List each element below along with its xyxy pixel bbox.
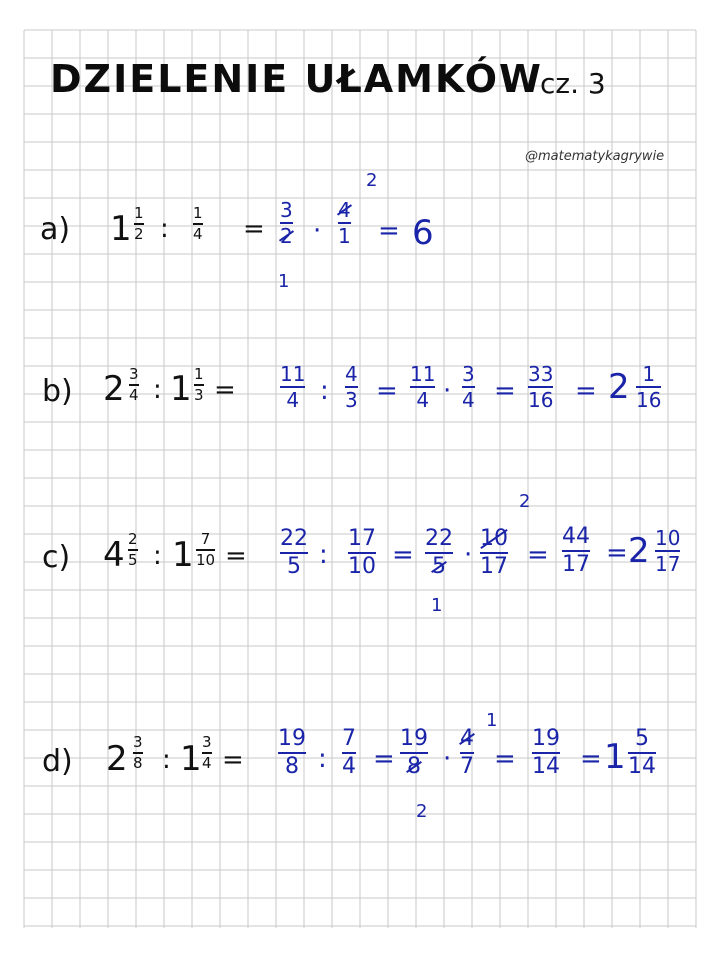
whole-number: 1	[170, 369, 192, 409]
denominator: 8	[285, 754, 299, 779]
denominator: 3	[194, 386, 204, 404]
numerator: 1	[193, 204, 203, 222]
cancel-top: 1	[486, 710, 498, 731]
denominator: 4	[202, 754, 212, 772]
dot-operator: ·	[443, 744, 452, 774]
denominator: 8	[133, 754, 143, 772]
denominator: 10	[348, 554, 376, 579]
equals-sign: =	[373, 744, 395, 774]
denominator: 4	[286, 388, 300, 412]
dot-operator: ·	[464, 540, 473, 570]
denominator: 2	[134, 225, 144, 243]
denominator: 3	[345, 388, 358, 412]
numerator-cancelled: 10	[480, 526, 508, 551]
operator: :	[319, 540, 328, 570]
equals-sign: =	[494, 376, 516, 406]
numerator: 22	[425, 526, 453, 551]
numerator: 11	[410, 362, 436, 386]
numerator-cancelled: 4	[338, 198, 351, 222]
equals-sign: =	[494, 744, 516, 774]
numerator: 1	[642, 362, 656, 386]
fraction	[194, 367, 204, 403]
operator: :	[153, 541, 162, 571]
result-fraction	[655, 528, 680, 574]
fraction	[532, 728, 560, 778]
denominator: 4	[193, 225, 203, 243]
numerator: 5	[635, 726, 649, 751]
fraction	[278, 728, 306, 778]
dot-operator: ·	[443, 376, 452, 406]
fraction	[460, 728, 474, 778]
denominator: 14	[532, 754, 560, 779]
denominator: 4	[416, 388, 430, 412]
whole-number: 1	[110, 209, 132, 249]
fraction	[196, 532, 215, 568]
whole-number: 1	[172, 535, 194, 575]
numerator: 17	[348, 526, 376, 551]
exercise-label: d)	[42, 744, 73, 779]
denominator-cancelled: 8	[407, 754, 421, 779]
whole-number: 2	[106, 739, 128, 779]
equals-sign: =	[527, 540, 549, 570]
denominator: 5	[128, 551, 138, 569]
denominator: 17	[655, 552, 681, 576]
result-fraction	[628, 728, 656, 778]
page-title: DZIELENIE UŁAMKÓW	[50, 57, 543, 101]
equals-sign: =	[378, 216, 400, 246]
equals-sign: =	[575, 376, 597, 406]
denominator: 16	[636, 388, 662, 412]
numerator: 22	[280, 526, 308, 551]
numerator: 1	[134, 204, 144, 222]
exercise-label: c)	[42, 540, 71, 575]
cancel-bottom: 1	[278, 271, 290, 292]
cancel-bottom: 1	[431, 595, 443, 616]
watermark: @matematykagrywie	[525, 149, 665, 164]
cancel-top: 2	[366, 170, 378, 191]
whole-number: 4	[103, 535, 125, 575]
whole-number: 2	[103, 369, 125, 409]
fraction	[129, 367, 139, 403]
numerator-cancelled: 4	[460, 726, 474, 751]
fraction	[338, 200, 351, 246]
fraction	[480, 528, 508, 578]
numerator: 7	[342, 726, 356, 751]
fraction	[134, 206, 144, 242]
denominator: 10	[196, 551, 216, 569]
result-fraction	[636, 364, 661, 410]
operator: :	[153, 375, 162, 405]
numerator: 44	[562, 524, 590, 549]
operator: :	[162, 745, 171, 775]
denominator: 1	[338, 224, 351, 248]
denominator: 16	[528, 388, 554, 412]
numerator: 7	[200, 530, 211, 548]
fraction	[400, 728, 428, 778]
numerator: 3	[202, 733, 212, 751]
denominator-cancelled: 5	[432, 554, 446, 579]
fraction	[128, 532, 138, 568]
fraction	[528, 364, 553, 410]
equals-sign: =	[606, 538, 628, 568]
cancel-top: 2	[519, 491, 531, 512]
fraction	[348, 528, 376, 578]
result-whole: 2	[628, 531, 650, 571]
equals-sign: =	[376, 376, 398, 406]
fraction	[342, 728, 356, 778]
numerator: 11	[280, 362, 306, 386]
result: 6	[412, 213, 434, 253]
denominator: 14	[628, 754, 656, 779]
denominator: 5	[287, 554, 301, 579]
denominator: 4	[129, 386, 139, 404]
result-whole: 2	[608, 367, 630, 407]
equals-sign: =	[222, 745, 244, 775]
numerator: 1	[194, 365, 204, 383]
fraction	[425, 528, 453, 578]
fraction	[462, 364, 475, 410]
result-whole: 1	[604, 737, 626, 777]
fraction	[280, 200, 293, 246]
numerator: 3	[133, 733, 143, 751]
fraction	[280, 528, 308, 578]
equals-sign: =	[392, 540, 414, 570]
fraction	[202, 735, 212, 771]
denominator: 4	[462, 388, 475, 412]
numerator: 10	[655, 526, 681, 550]
numerator: 19	[532, 726, 560, 751]
equals-sign: =	[214, 375, 236, 405]
fraction	[562, 526, 590, 576]
numerator: 3	[462, 362, 475, 386]
denominator: 7	[460, 754, 474, 779]
title-suffix: cz. 3	[540, 67, 606, 100]
operator: :	[320, 376, 329, 406]
numerator: 33	[528, 362, 554, 386]
fraction	[410, 364, 435, 410]
fraction	[345, 364, 358, 410]
dot-operator: ·	[313, 216, 322, 246]
fraction	[280, 364, 305, 410]
fraction	[133, 735, 143, 771]
whole-number: 1	[180, 739, 202, 779]
operator: :	[318, 744, 327, 774]
denominator: 17	[480, 554, 508, 579]
exercise-label: b)	[42, 374, 73, 409]
fraction	[193, 206, 203, 242]
denominator: 17	[562, 552, 590, 577]
equals-sign: =	[225, 541, 247, 571]
cancel-bottom: 2	[416, 801, 428, 822]
denominator-cancelled: 2	[280, 224, 293, 248]
equals-sign: =	[580, 744, 602, 774]
numerator: 2	[128, 530, 138, 548]
operator: :	[160, 214, 169, 244]
numerator: 4	[345, 362, 358, 386]
denominator: 4	[342, 754, 356, 779]
numerator: 3	[129, 365, 139, 383]
numerator: 19	[278, 726, 306, 751]
numerator: 3	[280, 198, 293, 222]
equals-sign: =	[243, 214, 265, 244]
exercise-label: a)	[40, 212, 71, 247]
numerator: 19	[400, 726, 428, 751]
